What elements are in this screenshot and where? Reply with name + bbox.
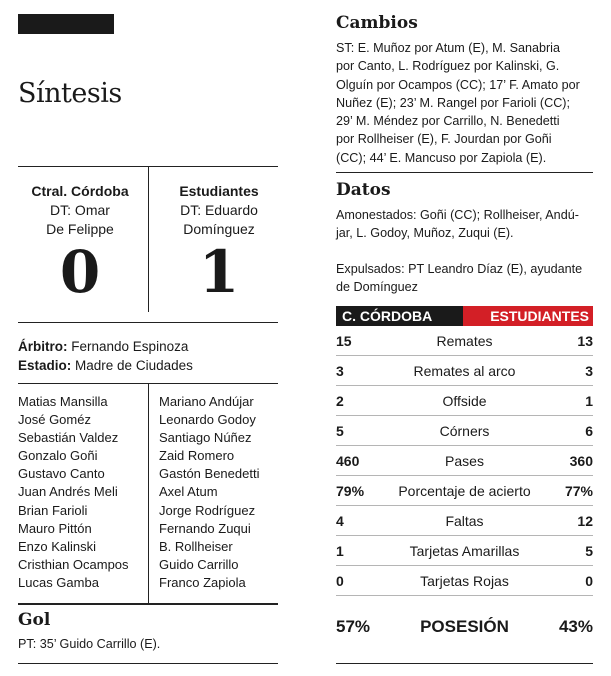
divider: [148, 166, 149, 312]
sent-off-line: Expulsados: PT Leandro Díaz (E), ayudante: [336, 262, 583, 276]
stat-away-value: 6: [585, 422, 593, 439]
stat-row: [336, 326, 593, 356]
divider: [18, 603, 278, 605]
stat-row: [336, 536, 593, 566]
player-name: Santiago Núñez: [159, 430, 252, 446]
away-score: 1: [198, 238, 240, 306]
player-name: B. Rollheiser: [159, 538, 233, 554]
stat-label: Remates al arco: [413, 362, 516, 379]
stats-header: [336, 306, 593, 326]
player-name: Enzo Kalinski: [18, 538, 97, 554]
stat-label: Pases: [445, 452, 484, 469]
player-name: Cristhian Ocampos: [18, 556, 129, 572]
player-name: Juan Andrés Meli: [18, 484, 118, 500]
home-team-block: [15, 182, 145, 306]
player-name: Lucas Gamba: [18, 574, 99, 590]
booked-line: jar, L. Godoy, Muñoz, Zuqui (E).: [336, 226, 514, 241]
changes-line: (CC); 44’ E. Mancuso por Zapiola (E).: [336, 150, 547, 165]
stadium-line: [18, 356, 278, 375]
stat-label: Porcentaje de acierto: [398, 482, 531, 499]
divider: [18, 663, 278, 664]
home-coach-line1: DT: Omar: [50, 202, 110, 218]
stat-row: [336, 506, 593, 536]
stat-away-value: 3: [585, 362, 593, 379]
divider: [148, 383, 149, 603]
stat-away-value: 1: [585, 392, 593, 409]
player-name: Mauro Pittón: [18, 520, 92, 536]
stat-row: [336, 476, 593, 506]
away-team-name: Estudiantes: [179, 183, 259, 199]
stat-home-value: 460: [336, 452, 360, 469]
page-title: Síntesis: [18, 78, 122, 109]
player-name: Brian Farioli: [18, 502, 88, 518]
stadium-name: Madre de Ciudades: [75, 358, 193, 373]
stat-label: Tarjetas Amarillas: [409, 542, 520, 559]
player-name: José Goméz: [18, 412, 91, 428]
stat-away-value: 77%: [564, 482, 593, 499]
stat-home-value: 5: [336, 422, 344, 439]
stat-away-value: 360: [569, 452, 593, 469]
possession-label: POSESIÓN: [420, 617, 509, 636]
stadium-label: Estadio:: [18, 358, 72, 373]
changes-line: por Rollheiser (E), F. Jourdan por Goñi: [336, 132, 552, 147]
stat-away-value: 13: [577, 332, 593, 349]
changes-line: Nuñez (E); 23’ M. Rangel por Farioli (CC);: [336, 95, 570, 110]
divider: [18, 322, 278, 323]
player-name: Gonzalo Goñi: [18, 448, 98, 464]
stat-home-value: 2: [336, 392, 344, 409]
booked-line: Amonestados: Goñi (CC); Rollheiser, Andú-: [336, 208, 579, 222]
away-coach-line1: DT: Eduardo: [180, 202, 258, 218]
data-heading: Datos: [336, 180, 391, 200]
stat-home-value: 3: [336, 362, 344, 379]
possession-row: [336, 612, 593, 642]
home-score: 0: [59, 238, 101, 306]
stat-row: [336, 356, 593, 386]
changes-text: [336, 39, 580, 167]
home-coach-line2: De Felippe: [46, 221, 114, 237]
possession-away-value: 43%: [558, 617, 593, 636]
changes-line: por Canto, L. Rodríguez por Kalinski, G.: [336, 59, 560, 74]
stat-label: Tarjetas Rojas: [420, 572, 509, 589]
sent-off-text: [336, 260, 582, 297]
away-coach-line2: Domínguez: [183, 221, 255, 237]
player-name: Leonardo Godoy: [159, 412, 256, 428]
changes-line: ST: E. Muñoz por Atum (E), M. Sanabria: [336, 41, 560, 55]
home-lineup: [18, 393, 129, 592]
stat-home-value: 0: [336, 572, 344, 589]
player-name: Zaid Romero: [159, 448, 235, 464]
section-marker-bar: [18, 14, 114, 34]
stat-away-value: 12: [577, 512, 593, 529]
stat-away-value: 5: [585, 542, 593, 559]
stats-away-label: ESTUDIANTES: [463, 306, 593, 326]
stats-home-label: C. CÓRDOBA: [336, 306, 463, 326]
stat-label: Offside: [442, 392, 487, 409]
stat-away-value: 0: [585, 572, 593, 589]
player-name: Sebastián Valdez: [18, 430, 119, 446]
player-name: Fernando Zuqui: [159, 520, 251, 536]
stat-row: [336, 386, 593, 416]
changes-line: Olguín por Ocampos (CC); 17’ F. Amato por: [336, 77, 580, 92]
changes-line: 29’ M. Méndez por Carrillo, N. Benedetti: [336, 114, 560, 129]
stat-home-value: 15: [336, 332, 352, 349]
player-name: Gustavo Canto: [18, 466, 105, 482]
away-team-block: [154, 182, 284, 306]
booked-text: [336, 206, 579, 243]
stat-row: [336, 566, 593, 596]
stat-row: [336, 446, 593, 476]
player-name: Mariano Andújar: [159, 394, 254, 409]
player-name: Gastón Benedetti: [159, 466, 260, 482]
sent-off-line: de Domínguez: [336, 280, 418, 295]
stat-label: Remates: [436, 332, 493, 349]
stat-row: [336, 416, 593, 446]
divider: [336, 172, 593, 173]
referee-line: [18, 337, 278, 356]
possession-home-value: 57%: [336, 617, 371, 636]
away-lineup: [159, 393, 259, 592]
player-name: Matias Mansilla: [18, 394, 108, 409]
player-name: Franco Zapiola: [159, 574, 246, 590]
stat-home-value: 4: [336, 512, 344, 529]
player-name: Axel Atum: [159, 484, 218, 500]
goal-heading: Gol: [18, 610, 51, 630]
stat-label: Córners: [439, 422, 490, 439]
goal-text: PT: 35’ Guido Carrillo (E).: [18, 637, 161, 651]
stat-label: Faltas: [445, 512, 484, 529]
divider: [336, 663, 593, 664]
stat-home-value: 1: [336, 542, 344, 559]
home-team-name: Ctral. Córdoba: [31, 183, 129, 199]
referee-name: Fernando Espinoza: [71, 339, 189, 354]
stat-home-value: 79%: [336, 482, 365, 499]
player-name: Guido Carrillo: [159, 556, 239, 572]
changes-heading: Cambios: [336, 13, 418, 33]
player-name: Jorge Rodríguez: [159, 502, 256, 518]
referee-label: Árbitro:: [18, 339, 68, 354]
